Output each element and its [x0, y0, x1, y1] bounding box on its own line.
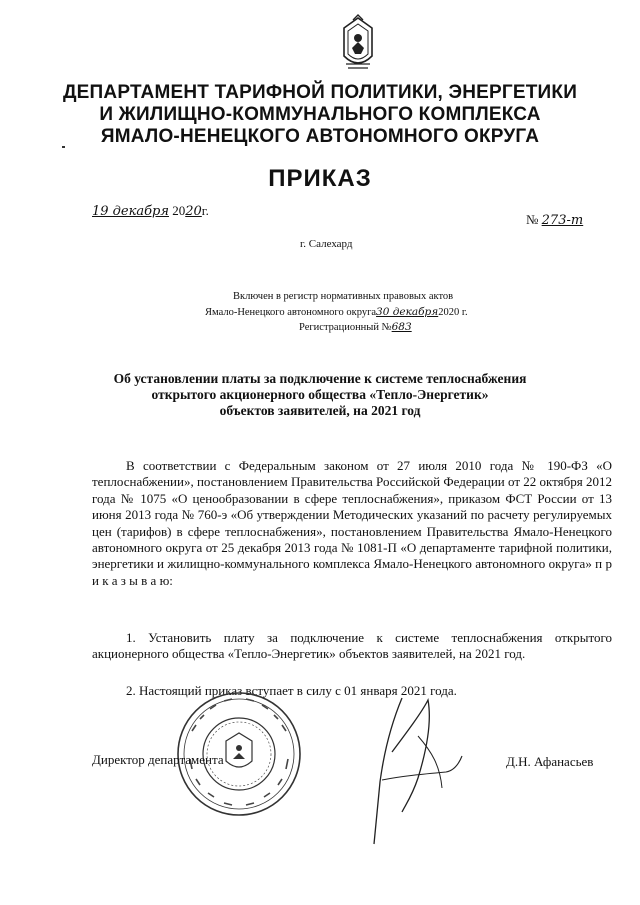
handwritten-date: 19 декабря: [92, 204, 169, 219]
signatory-name: Д.Н. Афанасьев: [506, 754, 594, 769]
handwritten-signature-icon: [362, 692, 472, 852]
handwritten-registry-date: 30 декабря: [376, 306, 439, 318]
department-name-line3: ЯМАЛО-НЕНЕЦКОГО АВТОНОМНОГО ОКРУГА: [100, 126, 540, 147]
order-item-2: 2. Настоящий приказ вступает в силу с 01 января 2021 года.: [126, 683, 457, 698]
year-prefix: 20: [172, 203, 186, 218]
subject-line2: открытого акционерного общества «Тепло-Энергетик»: [151, 387, 489, 402]
registry-note-line2: [205, 306, 468, 318]
registry-line2-suffix: 2020 г.: [438, 307, 468, 318]
registry-line3-prefix: Регистрационный №: [299, 322, 392, 333]
city-line: г. Салехард: [300, 238, 353, 250]
subject-line3: объектов заявителей, на 2021 год: [219, 403, 421, 418]
department-name-line2: И ЖИЛИЩНО-КОММУНАЛЬНОГО КОМПЛЕКСА: [99, 104, 541, 125]
registry-line2-prefix: Ямало-Ненецкого автономного округа: [205, 307, 377, 318]
coat-of-arms-icon: [338, 14, 378, 74]
handwritten-registry-number: 683: [391, 321, 412, 333]
registry-note-line1: Включен в регистр нормативных правовых актов: [233, 291, 454, 302]
subject-line1: Об установлении платы за подключение к системе теплоснабжения: [113, 371, 527, 386]
handwritten-year: 20: [185, 204, 202, 219]
order-item-1: 1. Установить плату за подключение к системе теплоснабжения открытого акционерного общества «Тепло-Энергетик» объектов заявителей, на 2021 год.: [92, 630, 612, 662]
number-label: №: [526, 212, 539, 227]
handwritten-number: 273-т: [541, 213, 584, 228]
department-name-line1: ДЕПАРТАМЕНТ ТАРИФНОЙ ПОЛИТИКИ, ЭНЕРГЕТИКИ: [62, 82, 578, 103]
document-date: [92, 203, 209, 219]
year-suffix: г.: [201, 203, 209, 218]
registry-note-line3: [299, 321, 412, 333]
preamble-paragraph: В соответствии с Федеральным законом от 27 июля 2010 года № 190-ФЗ «О теплоснабжении», постановлением Правительства Российской Федерации от 22 октября 2012 года № 1075 «О ценообразовании в сфере теплоснабжения», приказом ФСТ России от 13 июня 2013 года № 760-э «Об утверждении Методических указаний по расчету регулируемых цен (тарифов) в сфере теплоснабжения», постановлением Правительства Ямало-Ненецкого автономного округа от 25 декабря 2013 года № 1081-П «О департаменте тарифной политики, энергетики и жилищно-коммунального комплекса Ямало-Ненецкого автономного округа» п р и к а з ы в а ю:: [92, 458, 612, 588]
signatory-position: Директор департамента: [92, 752, 224, 767]
document-type-title: ПРИКАЗ: [268, 165, 372, 192]
document-number: [526, 212, 583, 228]
